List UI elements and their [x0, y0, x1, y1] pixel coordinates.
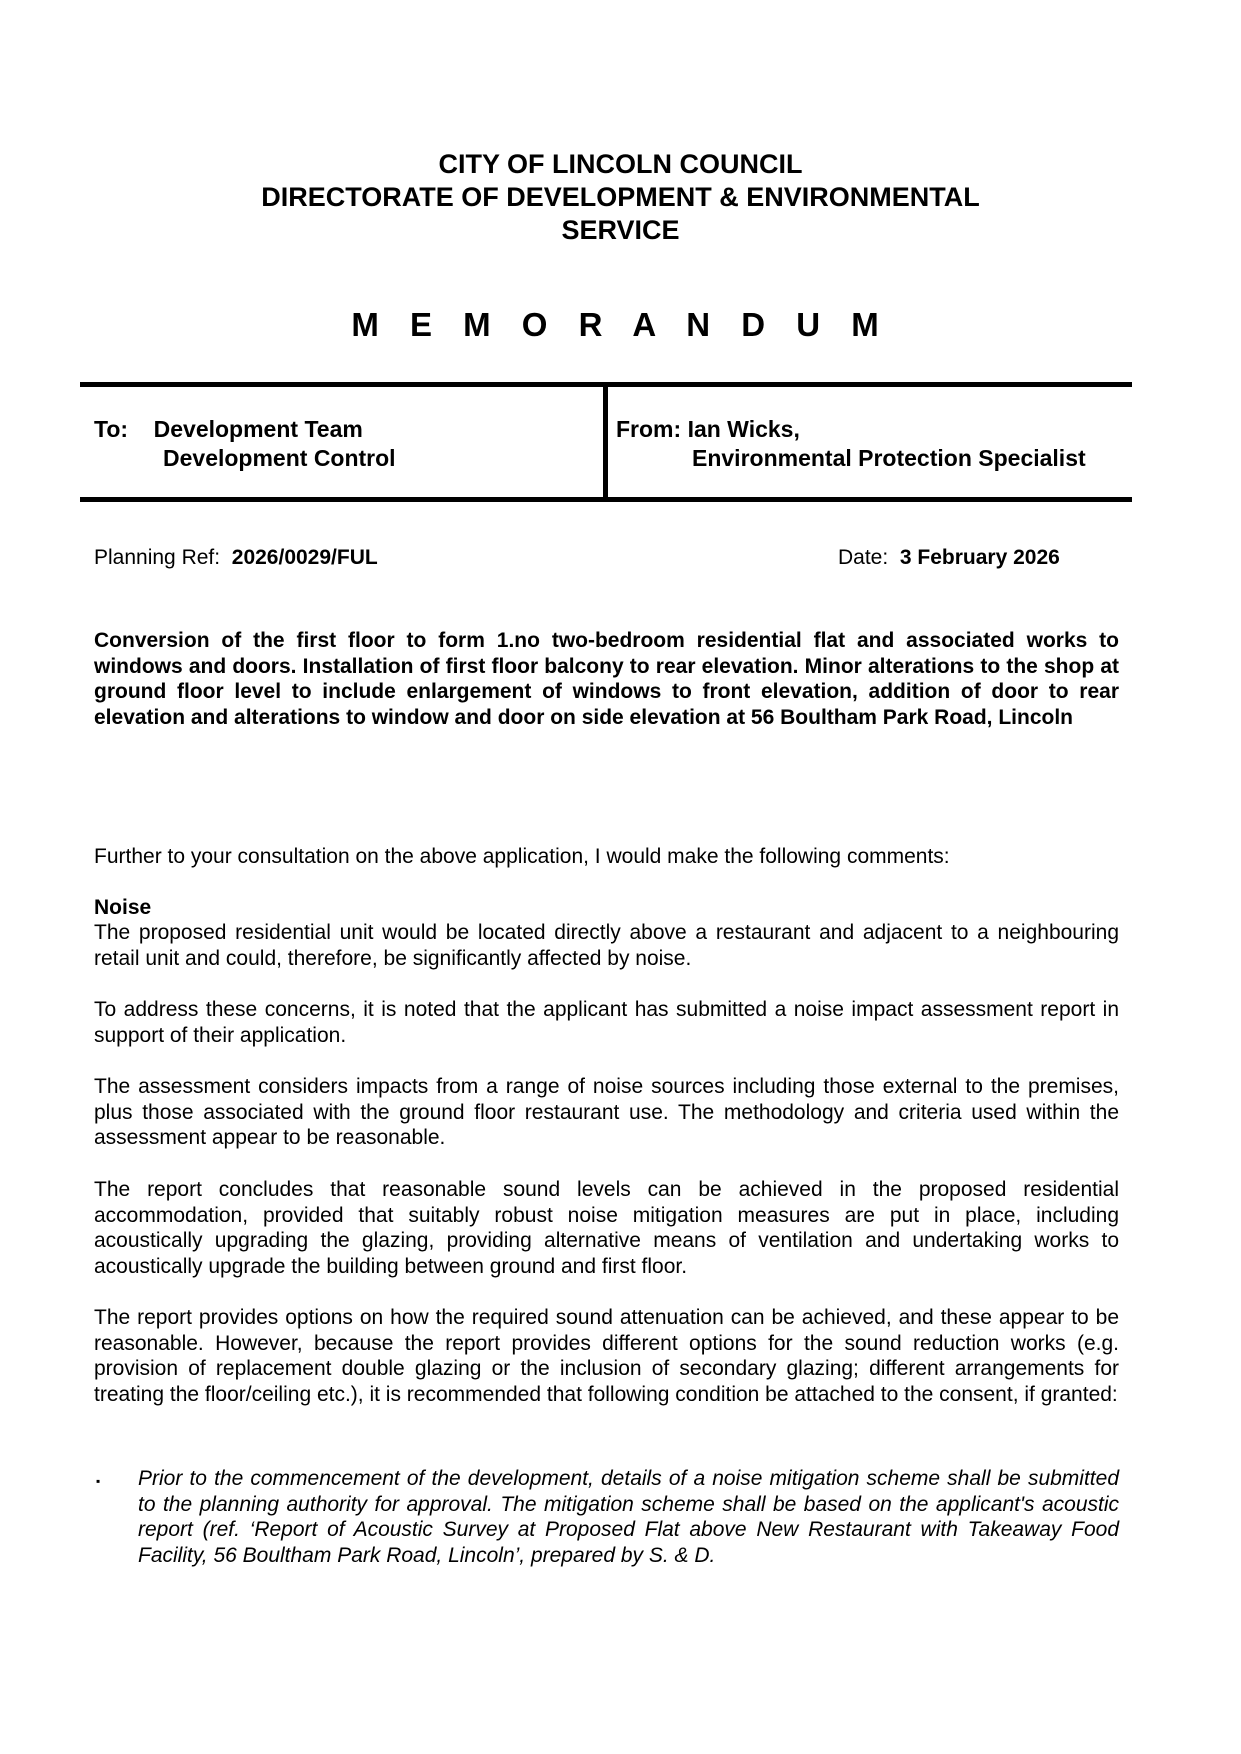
to-recipient-dept: Development Control: [163, 445, 396, 471]
directorate-name: DIRECTORATE OF DEVELOPMENT & ENVIRONMENTAL: [261, 182, 980, 212]
bottom-divider: [80, 497, 1132, 502]
date-label: Date:: [838, 546, 889, 569]
planning-ref: [94, 546, 378, 570]
noise-paragraph-4: The report concludes that reasonable sound levels can be achieved in the proposed residential accommodation, provided that suitably robust noise mitigation measures are put in place, including acoustically upgrading the glazing, providing alternative means of ventilation and undertaking works to acoustically upgrade the building between ground and first floor.: [94, 1178, 1119, 1278]
vertical-divider: [603, 382, 608, 502]
memo-title: M E M O R A N D U M: [351, 306, 890, 343]
noise-heading: Noise: [94, 896, 152, 919]
noise-condition: Prior to the commencement of the development, details of a noise mitigation scheme shall be submitted to the planning authority for approval. The mitigation scheme shall be based on the applicant's acoustic report (ref. ‘Report of Acoustic Survey at Proposed Flat above New Restaurant with Takeaway Food Facility, 56 Boultham Park Road, Lincoln’, prepared by S. & D.: [138, 1467, 1119, 1567]
from-sender-name: Ian Wicks,: [687, 416, 800, 442]
from-sender-title: Environmental Protection Specialist: [692, 445, 1086, 471]
planning-ref-value: 2026/0029/FUL: [231, 546, 378, 569]
date-value: 3 February 2026: [899, 546, 1060, 569]
to-block: [94, 415, 396, 473]
to-label: To:: [94, 416, 129, 442]
noise-paragraph-1: The proposed residential unit would be located directly above a restaurant and adjacent to a neighbouring retail unit and could, therefore, be significantly affected by noise.: [94, 921, 1119, 970]
from-label: From:: [616, 416, 682, 442]
bullet-icon: ▪: [96, 1474, 101, 1488]
directorate-name-cont: SERVICE: [561, 215, 680, 245]
memo-date: [838, 546, 1060, 570]
proposal-description: Conversion of the first floor to form 1.no two-bedroom residential flat and associated works to windows and doors. Installation of first floor balcony to rear elevation. Minor alterations to the shop at ground floor level to include enlargement of windows to front elevation, addition of door to rear elevation and alterations to window and door on side elevation at 56 Boultham Park Road, Lincoln: [94, 629, 1119, 729]
to-recipient-team: Development Team: [153, 416, 363, 442]
planning-ref-label: Planning Ref:: [94, 546, 221, 569]
noise-paragraph-5: The report provides options on how the required sound attenuation can be achieved, and these appear to be reasonable. However, because the report provides different options for the sound reduction works (e.g. provision of replacement double glazing or the inclusion of secondary glazing; different arrangements for treating the floor/ceiling etc.), it is recommended that following condition be attached to the consent, if granted:: [94, 1306, 1119, 1406]
intro-paragraph: Further to your consultation on the above application, I would make the following comments:: [94, 845, 950, 868]
noise-paragraph-3: The assessment considers impacts from a range of noise sources including those external to the premises, plus those associated with the ground floor restaurant use. The methodology and criteria used within the assessment appear to be reasonable.: [94, 1075, 1119, 1149]
council-name: CITY OF LINCOLN COUNCIL: [438, 149, 803, 179]
noise-paragraph-2: To address these concerns, it is noted that the applicant has submitted a noise impact assessment report in support of their application.: [94, 998, 1119, 1047]
from-block: [616, 415, 1086, 473]
